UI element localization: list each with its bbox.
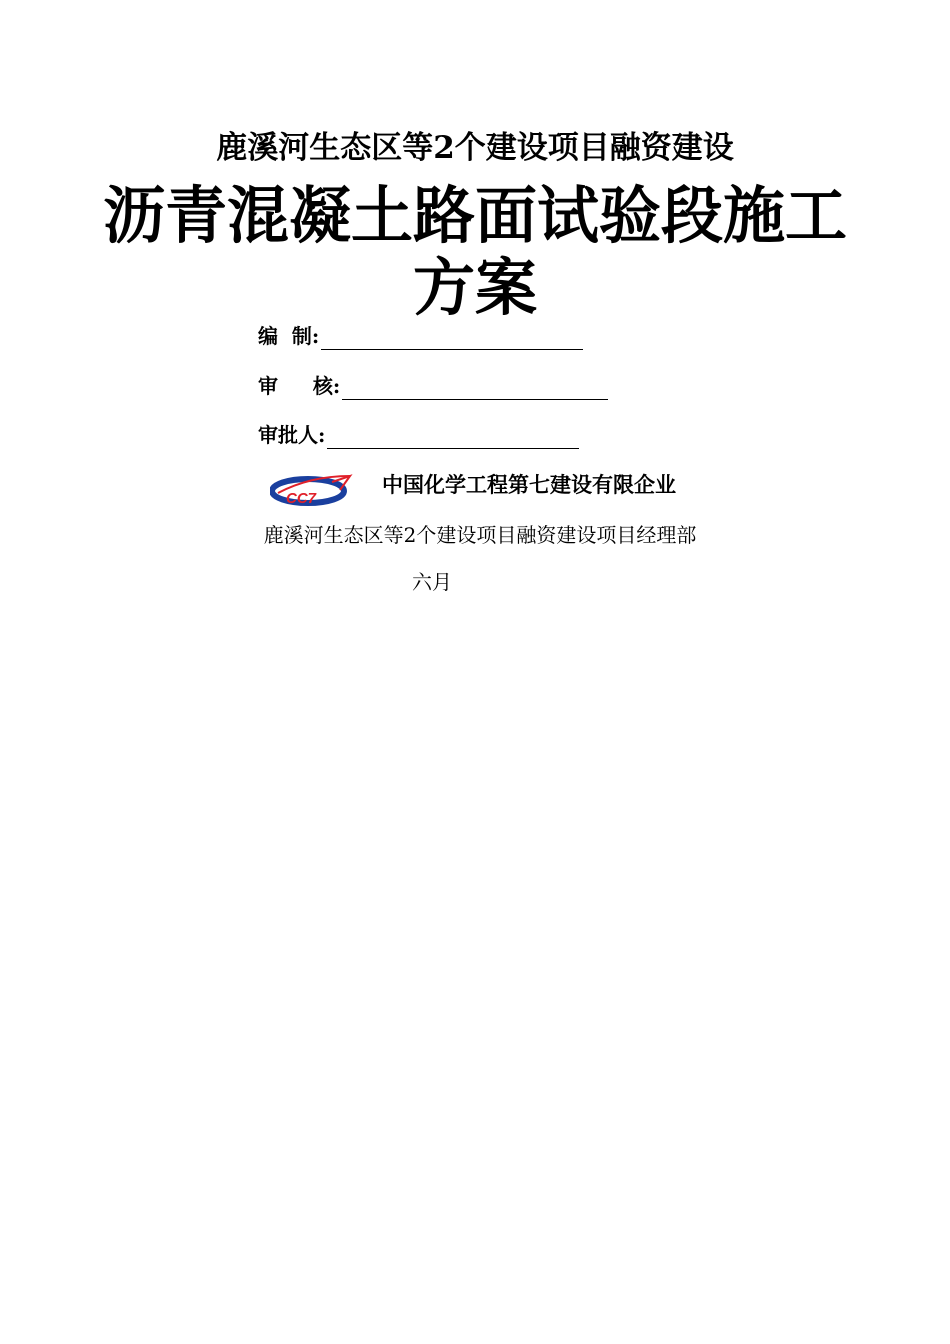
compiler-signature-line <box>321 329 583 350</box>
approver-label: 审批人: <box>258 423 326 447</box>
reviewer-row <box>258 372 608 400</box>
company-name: 中国化学工程第七建设有限企业 <box>382 472 676 497</box>
reviewer-signature-line <box>342 379 608 400</box>
company-logo-icon <box>270 472 354 508</box>
project-department: 鹿溪河生态区等2个建设项目融资建设项目经理部 <box>263 523 697 547</box>
compiler-label: 编 制: <box>258 324 320 348</box>
approver-row <box>258 421 579 449</box>
document-subtitle: 鹿溪河生态区等2个建设项目融资建设 <box>216 130 734 166</box>
document-title: 沥青混凝土路面试验段施工方案 <box>102 179 847 324</box>
company-logo-text: CC7 <box>286 490 317 507</box>
reviewer-label: 审 核: <box>258 374 341 398</box>
approver-signature-line <box>327 428 579 449</box>
document-date: 六月 <box>412 570 452 594</box>
compiler-row <box>258 322 583 350</box>
